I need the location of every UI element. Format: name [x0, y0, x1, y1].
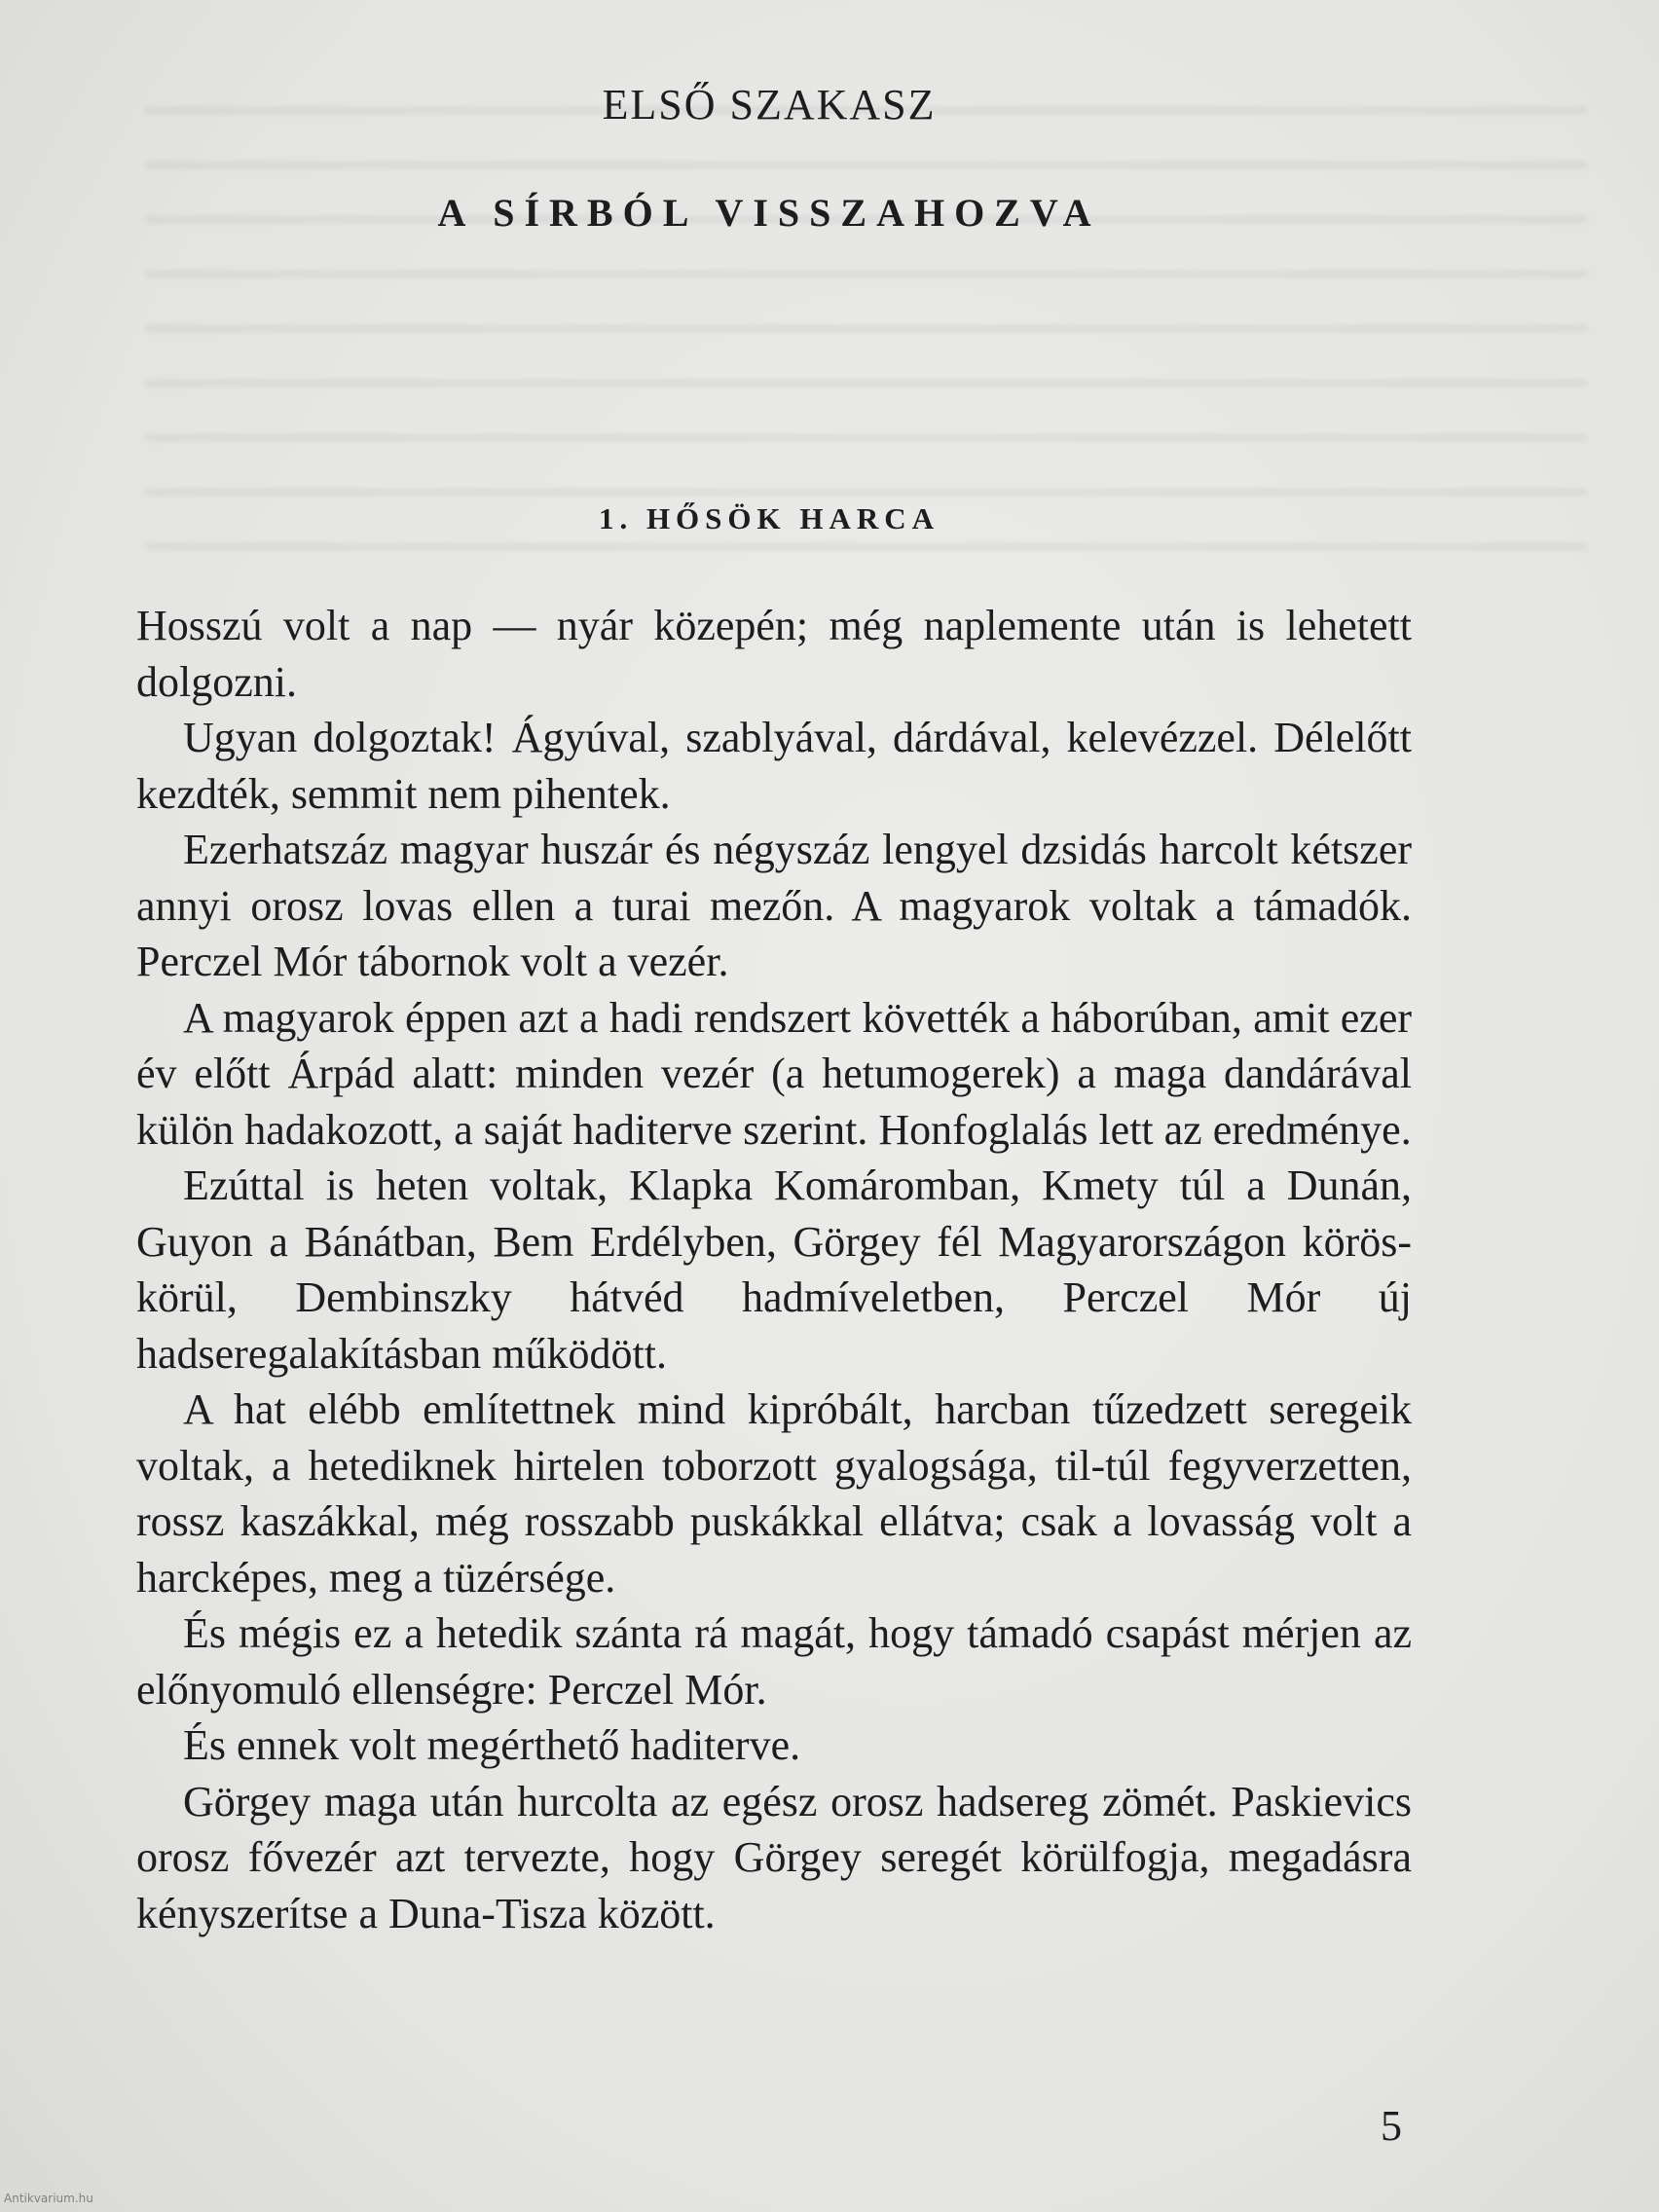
paragraph: Ezerhatszáz magyar huszár és négyszáz lengyel dzsidás harcolt kétszer annyi orosz lovas ellen a turai mezőn. A magyarok voltak a támadók. Perczel Mór tábornok volt a vezér.: [136, 826, 1412, 985]
paragraph: És mégis ez a hetedik szánta rá magát, hogy támadó csapást mérjen az előnyomuló ellenségre: Perczel Mór.: [136, 1609, 1412, 1714]
paragraph: Görgey maga után hurcolta az egész orosz hadsereg zömét. Paskievics orosz fővezér azt tervezte, hogy Görgey seregét körülfogja, megadásra kényszerítse a Duna-Tisza között.: [136, 1777, 1412, 1937]
paragraph: Ezúttal is heten voltak, Klapka Komáromban, Kmety túl a Dunán, Guyon a Bánátban, Bem Erdélyben, Görgey fél Magyarországon körös-körül, Dembinszky hátvéd hadmíveletben, Perczel Mór új hadseregalakításban működött.: [136, 1161, 1412, 1378]
paragraph: A hat elébb említettnek mind kipróbált, harcban tűzedzett seregeik voltak, a hetediknek hirtelen toborzott gyalogsága, til-túl fegyverzetten, rossz kaszákkal, még rosszabb puskákkal ellátva; csak a lovasság volt a harcképes, meg a tüzérsége.: [136, 1385, 1412, 1602]
paragraph: Hosszú volt a nap — nyár közepén; még naplemente után is lehetett dolgozni.: [136, 602, 1412, 706]
section-subtitle: A SÍRBÓL VISSZAHOZVA: [437, 191, 1101, 235]
paragraph: A magyarok éppen azt a hadi rendszert követték a háborúban, amit ezer év előtt Árpád alatt: minden vezér (a hetumogerek) a maga dandárával külön hadakozott, a saját haditerve szerint. Honfoglalás lett az eredménye.: [136, 993, 1412, 1154]
paragraph: És ennek volt megérthető haditerve.: [183, 1721, 801, 1769]
body-text: [136, 598, 1412, 1941]
paragraph: Ugyan dolgoztak! Ágyúval, szablyával, dárdával, kelevézzel. Délelőtt kezdték, semmit nem pihentek.: [136, 714, 1412, 818]
section-title: ELSŐ SZAKASZ: [602, 81, 937, 129]
chapter-title: 1. HŐSÖK HARCA: [598, 501, 940, 535]
watermark: Antikvarium.hu: [4, 2192, 93, 2205]
page-number: 5: [1381, 2102, 1402, 2150]
